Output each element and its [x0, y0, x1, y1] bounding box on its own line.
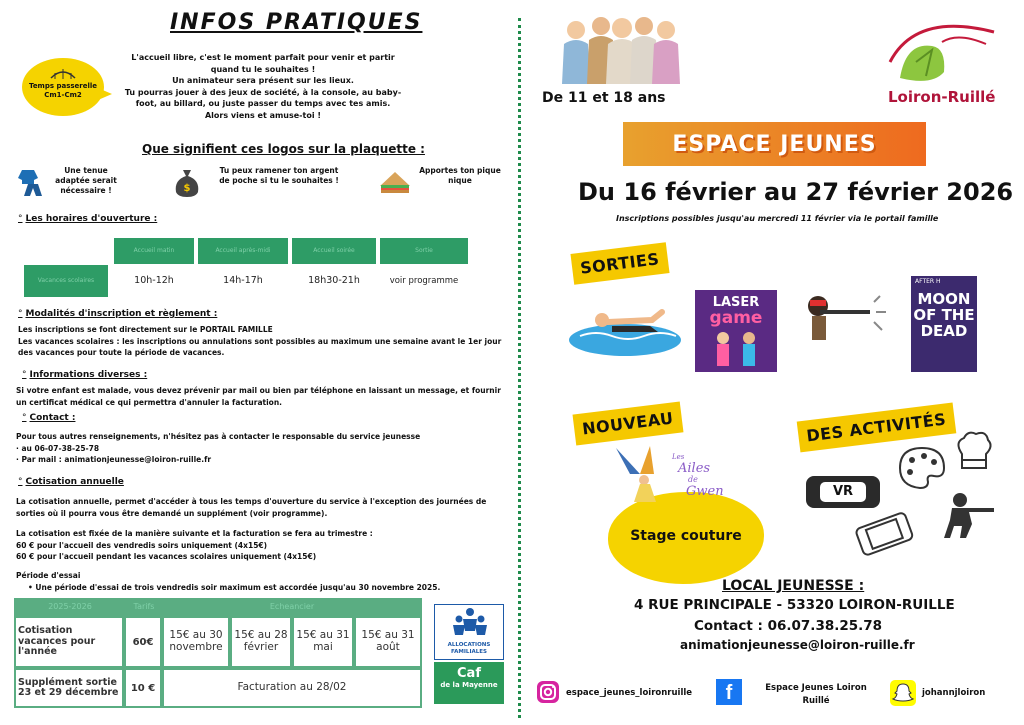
vr-label: VR — [820, 482, 866, 502]
intro-line: Alors viens et amuse-toi ! — [204, 110, 321, 120]
inscriptions-note: Inscriptions possibles jusqu'au mercredi 11 février via le portail famille — [616, 214, 939, 223]
contact-mail: · Par mail : animationjeunesse@loiron-ruille.fr — [16, 455, 212, 465]
hours-value-matin: 10h-12h — [134, 275, 174, 286]
inscription-line1: Les inscriptions se font directement sur le PORTAIL FAMILLE — [18, 325, 273, 334]
banner-text: ESPACE JEUNES — [672, 132, 877, 157]
instagram-icon[interactable] — [536, 680, 560, 704]
essai-title: Période d'essai — [16, 571, 81, 580]
logos-question: Que signifient ces logos sur la plaquette : — [142, 142, 425, 156]
price-row1-e3: 15€ au 31 mai — [294, 618, 352, 666]
ailes-text-4: Gwen — [686, 483, 724, 499]
tag-nouveau: NOUVEAU — [573, 402, 684, 446]
essai-block — [16, 570, 506, 593]
palette-icon — [898, 446, 946, 490]
stage-couture-cloud — [608, 492, 764, 584]
laser-text-1: LASER — [712, 295, 760, 310]
cotisation-heading: ° Cotisation annuelle — [18, 477, 124, 487]
brand-name: Loiron-Ruillé — [888, 88, 996, 106]
fairy-icon — [610, 444, 680, 504]
moon-of-the-dead-image — [911, 276, 977, 372]
caf-text-3: Caf — [457, 666, 481, 681]
contact-heading: ° Contact : — [22, 413, 76, 423]
intro-line: Tu pourras jouer à des jeux de société, à la console, au baby-foot, au billard, ou juste passer du temps avec tes amis. — [124, 87, 402, 109]
hours-col-soiree: Accueil soirée — [292, 238, 376, 264]
espace-jeunes-banner — [623, 122, 926, 166]
local-mail[interactable]: animationjeunesse@loiron-ruille.fr — [680, 638, 915, 652]
moon-text-2: OF THE — [913, 305, 975, 324]
price-row1-tarif: 60€ — [126, 618, 160, 666]
inscription-heading: ° Modalités d'inscription et règlement : — [18, 309, 218, 319]
laser-game-image — [695, 290, 777, 372]
event-dates: Du 16 février au 27 février 2026 — [578, 178, 1014, 206]
teens-group-illustration — [556, 14, 686, 84]
vr-headset-icon — [806, 476, 880, 508]
price-header-year: 2025-2026 — [48, 602, 92, 611]
local-contact: Contact : 06.07.38.25.78 — [694, 618, 883, 634]
sandwich-icon — [378, 170, 412, 194]
price-row1-e4: 15€ au 31 août — [356, 618, 420, 666]
bubble-line1: Temps passerelle — [28, 82, 98, 90]
hours-col-matin: Accueil matin — [114, 238, 194, 264]
inscription-text — [18, 324, 502, 359]
age-range: De 11 et 18 ans — [542, 90, 666, 106]
soldier-icon — [940, 490, 996, 540]
contact-intro: Pour tous autres renseignements, n'hésitez pas à contacter le responsable du service jeunesse — [16, 432, 421, 441]
laser-players-icon — [705, 330, 767, 370]
cotisation-text1: La cotisation annuelle, permet d'accéder à tous les temps d'ouverture du service à l'exception des journées de sorties où il pourra vous être demandé un supplément (voir programme). — [16, 497, 487, 518]
caf-text-1: ALLOCATIONS — [447, 642, 491, 648]
bubble-line2: Cm1-Cm2 — [44, 91, 82, 100]
snapchat-handle[interactable]: johannjloiron — [922, 688, 986, 698]
caf-text-4: de la Mayenne — [440, 681, 498, 689]
contact-phone: · au 06-07-38-25-78 — [16, 443, 100, 453]
price-row1-e1: 15€ au 30 novembre — [164, 618, 228, 666]
price-table — [14, 598, 422, 708]
facebook-name[interactable]: Espace Jeunes Loiron Ruillé — [765, 683, 867, 706]
loiron-ruille-logo-icon — [886, 22, 998, 86]
passerelle-bubble — [22, 58, 104, 116]
ailes-text-3: de — [688, 474, 698, 484]
shooter-icon — [798, 292, 888, 344]
caf-text-2: FAMILIALES — [451, 648, 487, 655]
facebook-icon[interactable]: f — [716, 679, 742, 705]
price-row2-tarif: 10 € — [126, 670, 160, 706]
essai-item: • Une période d'essai de trois vendredis soir maximum est accordée jusqu'au 30 novembre 2025. — [28, 582, 441, 592]
ailes-de-gwen-logo — [672, 454, 724, 499]
tag-activites: DES ACTIVITÉS — [797, 403, 956, 453]
cotisation-line-a: 60 € pour l'accueil des vendredis soirs uniquement (4x15€) — [16, 540, 268, 550]
caf-logo — [434, 604, 504, 704]
price-row1-label: Cotisation vacances pour l'année — [16, 618, 122, 666]
inscription-line2: Les vacances scolaires : les inscriptions ou annulations sont possibles au maximum une semaine avant le 1er jour des vacances pour toute la période de vacances. — [18, 336, 502, 358]
moon-text-3: DEAD — [920, 321, 968, 340]
hours-row-label: Vacances scolaires — [24, 265, 108, 297]
caf-family-icon — [449, 607, 491, 641]
ailes-text-1: Les — [672, 453, 685, 461]
local-heading: LOCAL JEUNESSE : — [722, 578, 865, 594]
diverses-heading: ° Informations diverses : — [22, 370, 148, 380]
snapchat-icon[interactable] — [890, 680, 916, 706]
cotisation-text2: La cotisation est fixée de la manière suivante et la facturation se fera au trimestre : — [16, 529, 373, 538]
contact-block — [16, 431, 502, 466]
tag-sorties: SORTIES — [570, 242, 669, 284]
intro-text — [118, 52, 408, 122]
hours-value-soiree: 18h30-21h — [308, 275, 360, 286]
chef-hat-icon — [954, 430, 994, 472]
tracksuit-icon — [14, 168, 46, 198]
hours-col-apresmidi: Accueil après-midi — [198, 238, 288, 264]
price-row1-e2: 15€ au 28 février — [232, 618, 290, 666]
intro-line: L'accueil libre, c'est le moment parfait pour venir et partir quand tu le souhaites ! — [131, 53, 395, 74]
price-header-echeancier: Echeancier — [269, 602, 315, 611]
bridge-icon — [50, 66, 76, 80]
page-title: INFOS PRATIQUES — [170, 10, 423, 35]
intro-line: Un animateur sera présent sur les lieux. — [172, 76, 354, 86]
ailes-text-2: Ailes — [678, 460, 711, 476]
money-bag-icon — [172, 166, 202, 198]
price-row2-label: Supplément sortie 23 et 29 décembre — [16, 670, 122, 706]
game-console-icon — [852, 506, 916, 560]
cotisation-line-b: 60 € pour l'accueil pendant les vacances scolaires uniquement (4x15€) — [16, 552, 317, 562]
hours-value-apresmidi: 14h-17h — [223, 275, 263, 286]
hours-heading: ° Les horaires d'ouverture : — [18, 214, 158, 224]
legend-pique-nique: Apportes ton pique nique — [419, 166, 501, 186]
legend-tenue: Une tenue adaptée serait nécessaire ! — [55, 166, 117, 196]
legend-argent: Tu peux ramener ton argent de poche si tu le souhaites ! — [219, 166, 339, 186]
hours-col-sortie: Sortie — [380, 238, 468, 264]
local-address: 4 RUE PRINCIPALE - 53320 LOIRON-RUILLE — [634, 597, 955, 613]
price-header-tarifs: Tarifs — [133, 602, 155, 611]
swimmer-icon — [566, 296, 684, 360]
svg-text:$: $ — [183, 183, 191, 194]
price-row2-facturation: Facturation au 28/02 — [164, 670, 420, 706]
moon-text-1: MOON — [917, 290, 971, 308]
instagram-handle[interactable]: espace_jeunes_loironruille — [566, 688, 693, 698]
cotisation-block — [16, 528, 506, 563]
laser-text-2: game — [709, 308, 763, 328]
moon-top-text: AFTER H — [915, 278, 941, 285]
diverses-text: Si votre enfant est malade, vous devez prévenir par mail ou bien par téléphone en laissant un message, et fournir un certificat médical ce qui permettra d'annuler la facturation. — [16, 386, 501, 407]
hours-value-sortie: voir programme — [389, 276, 459, 286]
stage-couture-label: Stage couture — [630, 528, 742, 544]
page-divider — [518, 18, 521, 718]
